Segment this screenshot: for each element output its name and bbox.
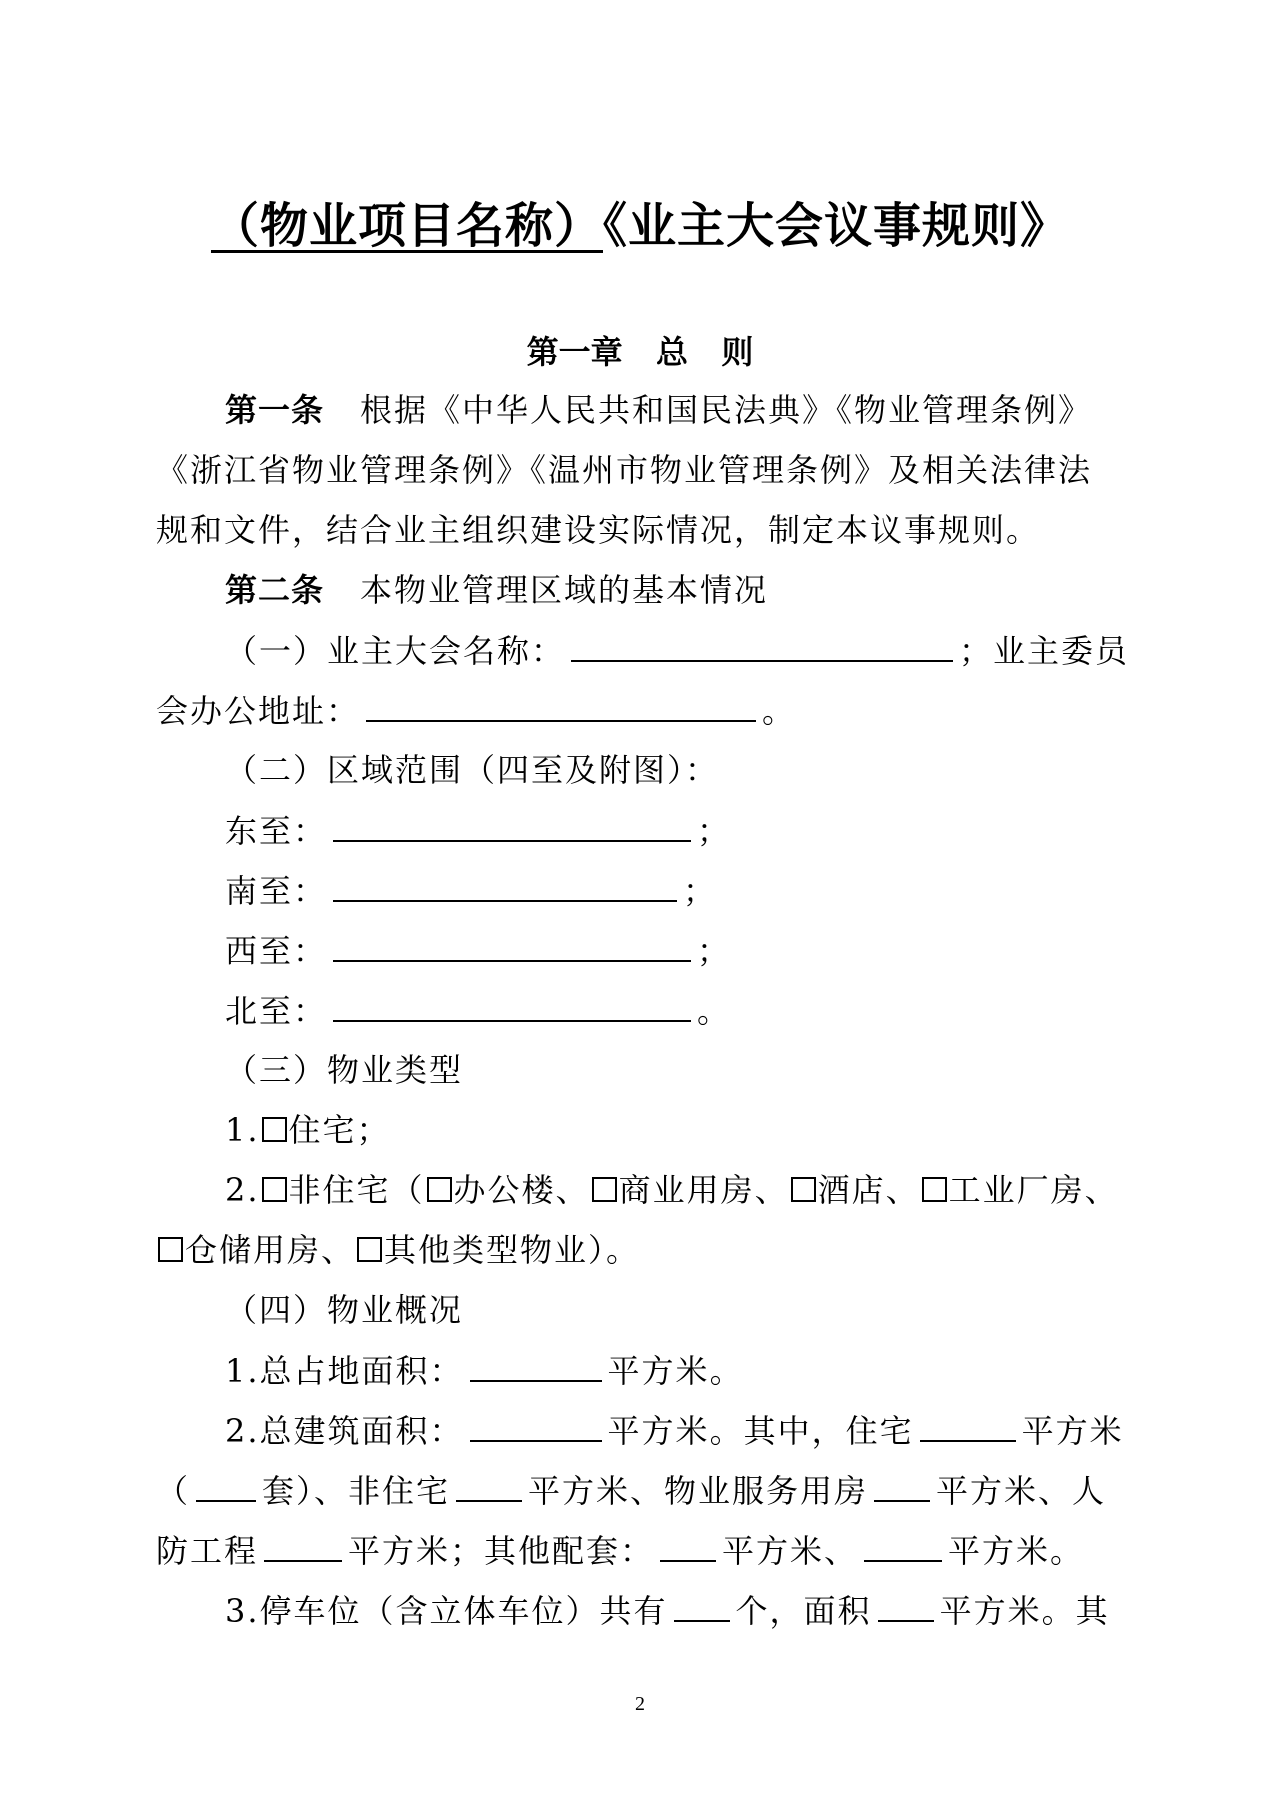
- checkbox-storage[interactable]: [158, 1237, 183, 1262]
- title-rules-name: 《业主大会议事规则》: [603, 198, 1070, 254]
- nonresidential-area-blank[interactable]: [456, 1468, 522, 1502]
- units-open: （: [156, 1472, 191, 1510]
- article-1-label: 第一条: [225, 391, 325, 429]
- storage-label: 仓储用房、: [185, 1231, 356, 1269]
- other-facilities-blank-1[interactable]: [660, 1528, 716, 1562]
- service-room-label: 平方米、物业服务用房: [528, 1472, 869, 1510]
- overview-land-area: [225, 1348, 744, 1393]
- type-2-number: 2.: [225, 1171, 260, 1209]
- parking-area-blank[interactable]: [878, 1588, 934, 1622]
- parking-label: 3.停车位（含立体车位）共有: [225, 1592, 668, 1630]
- commercial-label: 商业用房、: [618, 1171, 789, 1209]
- land-area-blank[interactable]: [470, 1348, 602, 1382]
- civil-defense-label-cont: 防工程: [156, 1532, 259, 1570]
- article-1-text-1: 根据《中华人民共和国民法典》《物业管理条例》: [360, 391, 1093, 429]
- east-end: ；: [697, 812, 732, 850]
- boundary-north: [225, 988, 731, 1033]
- checkbox-factory[interactable]: [922, 1177, 947, 1202]
- article-2-label: 第二条: [225, 571, 325, 609]
- overview-civil-defense: [156, 1528, 1084, 1573]
- residential-area-label: 。其中，住宅: [709, 1412, 914, 1450]
- parking-area-label: 个，面积: [735, 1592, 872, 1630]
- other-facilities-label: 平方米；其他配套：: [348, 1532, 655, 1570]
- section-1-tail: ；业主委员: [959, 632, 1130, 670]
- overview-building-area: [225, 1408, 1124, 1453]
- other-facilities-unit-1: 平方米、: [722, 1532, 859, 1570]
- section-2-heading: （二）区域范围（四至及附图）：: [225, 751, 720, 789]
- article-1-line-1: [225, 388, 1092, 432]
- type-2-label: 非住宅（: [288, 1171, 425, 1209]
- units-count-blank[interactable]: [196, 1468, 256, 1502]
- type-1-label: 住宅；: [288, 1111, 391, 1149]
- parking-area-unit: 平方米。其: [939, 1592, 1110, 1630]
- north-end: 。: [697, 992, 732, 1030]
- building-area-blank[interactable]: [470, 1408, 602, 1442]
- other-facilities-blank-2[interactable]: [864, 1528, 942, 1562]
- overview-parking: [225, 1588, 1110, 1633]
- type-nonresidential-cont: [156, 1228, 640, 1272]
- civil-defense-label: 平方米、人: [936, 1472, 1107, 1510]
- land-area-unit: 平方米: [607, 1352, 710, 1390]
- land-area-label: 1.总占地面积：: [225, 1352, 464, 1390]
- factory-label: 工业厂房、: [948, 1171, 1119, 1209]
- parking-count-blank[interactable]: [674, 1588, 730, 1622]
- service-room-blank[interactable]: [874, 1468, 930, 1502]
- type-nonresidential: [225, 1168, 1119, 1212]
- civil-defense-blank[interactable]: [264, 1528, 342, 1562]
- west-end: ；: [697, 932, 732, 970]
- checkbox-other[interactable]: [357, 1237, 382, 1262]
- section-1-label: （一）业主大会名称：: [225, 632, 566, 670]
- west-blank[interactable]: [333, 928, 691, 962]
- boundary-west: [225, 928, 731, 973]
- residential-area-unit: 平方米: [1021, 1412, 1124, 1450]
- section-1-line-2: [156, 688, 796, 733]
- office-label: 办公楼、: [453, 1171, 590, 1209]
- checkbox-commercial[interactable]: [592, 1177, 617, 1202]
- checkbox-residential[interactable]: [262, 1117, 287, 1142]
- office-address-label: 会办公地址：: [156, 692, 361, 730]
- article-2-line: [225, 568, 768, 612]
- checkbox-nonresidential[interactable]: [262, 1177, 287, 1202]
- nonresidential-label: 套）、非住宅: [262, 1472, 451, 1510]
- residential-area-blank[interactable]: [920, 1408, 1016, 1442]
- checkbox-office[interactable]: [427, 1177, 452, 1202]
- building-area-unit: 平方米: [607, 1412, 710, 1450]
- page-number: 2: [635, 1693, 645, 1715]
- other-facilities-unit-2: 平方米。: [948, 1532, 1085, 1570]
- boundary-south: [225, 868, 717, 913]
- section-4-heading: （四）物业概况: [225, 1291, 464, 1329]
- land-area-end: 。: [709, 1352, 744, 1390]
- boundary-east: [225, 808, 731, 853]
- east-label: 东至：: [225, 812, 328, 850]
- south-end: ；: [683, 872, 718, 910]
- article-2-text: 本物业管理区域的基本情况: [360, 571, 769, 609]
- title-project-name: （物业项目名称）: [210, 198, 603, 254]
- type-1-number: 1.: [225, 1111, 260, 1149]
- north-blank[interactable]: [333, 988, 691, 1022]
- type-residential: [225, 1108, 391, 1152]
- office-address-blank[interactable]: [366, 688, 756, 722]
- overview-building-area-cont: [156, 1468, 1106, 1513]
- building-area-label: 2.总建筑面积：: [225, 1412, 464, 1450]
- article-1-line-2: 《浙江省物业管理条例》《温州市物业管理条例》及相关法律法: [156, 451, 1093, 489]
- south-blank[interactable]: [333, 868, 677, 902]
- south-label: 南至：: [225, 872, 328, 910]
- other-label: 其他类型物业）。: [384, 1231, 641, 1269]
- document-title: [0, 196, 1280, 256]
- east-blank[interactable]: [333, 808, 691, 842]
- hotel-label: 酒店、: [817, 1171, 920, 1209]
- checkbox-hotel[interactable]: [791, 1177, 816, 1202]
- chapter-heading: 第一章 总 则: [526, 333, 754, 371]
- association-name-blank[interactable]: [571, 628, 953, 662]
- west-label: 西至：: [225, 932, 328, 970]
- section-1-line-1: [225, 628, 1129, 673]
- office-address-end: 。: [762, 692, 797, 730]
- article-1-line-3: 规和文件，结合业主组织建设实际情况，制定本议事规则。: [156, 511, 1041, 549]
- north-label: 北至：: [225, 992, 328, 1030]
- section-3-heading: （三）物业类型: [225, 1051, 464, 1089]
